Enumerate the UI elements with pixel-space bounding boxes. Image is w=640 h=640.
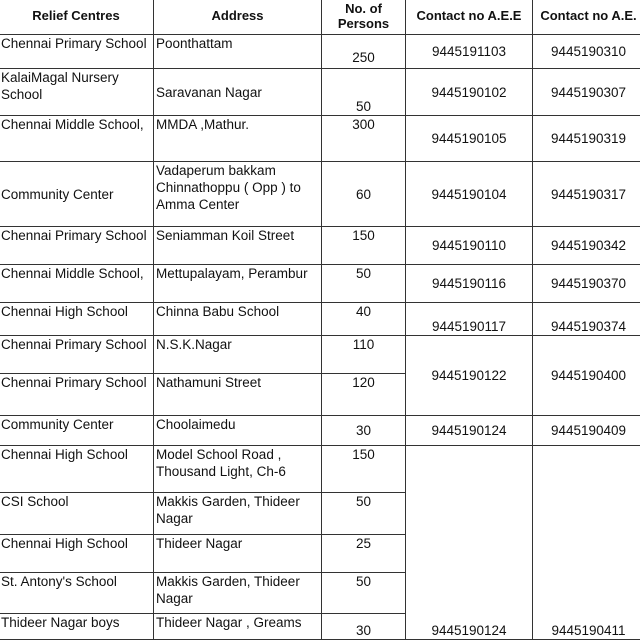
header-row — [0, 0, 640, 35]
relief-centre: Chennai Middle School, — [0, 265, 154, 303]
address: Choolaimedu — [154, 416, 322, 446]
persons-count: 25 — [322, 535, 406, 573]
contact-aee: 9445190104 — [406, 162, 533, 227]
relief-centre: Chennai Primary School — [0, 35, 154, 69]
contact-ae: 9445190317 — [533, 162, 640, 227]
contact-ae: 9445190342 — [533, 227, 640, 265]
table-row — [0, 265, 640, 303]
persons-count: 50 — [322, 69, 406, 116]
address: N.S.K.Nagar — [154, 336, 322, 374]
address: Saravanan Nagar — [154, 69, 322, 116]
contact-aee: 9445190117 — [406, 303, 533, 336]
address: Makkis Garden, Thideer Nagar — [154, 573, 322, 614]
persons-count: 50 — [322, 493, 406, 535]
relief-centre: Chennai Primary School — [0, 374, 154, 416]
address: Vadaperum bakkam Chinnathoppu ( Opp ) to Amma Center — [154, 162, 322, 227]
relief-centre: Chennai Primary School — [0, 227, 154, 265]
contact-ae: 9445190319 — [533, 116, 640, 162]
persons-count: 60 — [322, 162, 406, 227]
address: Seniamman Koil Street — [154, 227, 322, 265]
persons-count: 30 — [322, 614, 406, 640]
contact-aee: 9445190110 — [406, 227, 533, 265]
contact-aee: 9445190105 — [406, 116, 533, 162]
table-row — [0, 336, 640, 374]
table-row — [0, 69, 640, 116]
table-row — [0, 446, 640, 493]
relief-centre: Chennai High School — [0, 303, 154, 336]
table-row — [0, 35, 640, 69]
contact-aee-merged: 9445190122 — [406, 336, 533, 416]
table-row — [0, 303, 640, 336]
relief-centre: Chennai Primary School — [0, 336, 154, 374]
address: Chinna Babu School — [154, 303, 322, 336]
relief-centre: CSI School — [0, 493, 154, 535]
relief-centre: Chennai High School — [0, 535, 154, 573]
address: Poonthattam — [154, 35, 322, 69]
contact-ae: 9445190307 — [533, 69, 640, 116]
address: Mettupalayam, Perambur — [154, 265, 322, 303]
relief-centre: Chennai Middle School, — [0, 116, 154, 162]
contact-aee: 9445190124 — [406, 416, 533, 446]
table-row — [0, 227, 640, 265]
header-persons: No. of Persons — [322, 0, 406, 35]
contact-ae-merged: 9445190400 — [533, 336, 640, 416]
header-address: Address — [154, 0, 322, 35]
contact-ae-merged: 9445190411 — [533, 446, 640, 640]
contact-aee-merged: 9445190124 — [406, 446, 533, 640]
persons-count: 50 — [322, 265, 406, 303]
relief-centre: Chennai High School — [0, 446, 154, 493]
relief-centre: St. Antony's School — [0, 573, 154, 614]
table-row — [0, 116, 640, 162]
contact-aee: 9445190116 — [406, 265, 533, 303]
persons-count: 250 — [322, 35, 406, 69]
persons-count: 120 — [322, 374, 406, 416]
contact-ae: 9445190310 — [533, 35, 640, 69]
contact-aee: 9445191103 — [406, 35, 533, 69]
relief-centre: Thideer Nagar boys — [0, 614, 154, 640]
relief-centre: Community Center — [0, 162, 154, 227]
persons-count: 40 — [322, 303, 406, 336]
address: Nathamuni Street — [154, 374, 322, 416]
persons-count: 30 — [322, 416, 406, 446]
address: Model School Road , Thousand Light, Ch-6 — [154, 446, 322, 493]
address: MMDA ,Mathur. — [154, 116, 322, 162]
persons-count: 50 — [322, 573, 406, 614]
header-contact-aee: Contact no A.E.E — [406, 0, 533, 35]
persons-count: 150 — [322, 227, 406, 265]
persons-count: 300 — [322, 116, 406, 162]
persons-count: 150 — [322, 446, 406, 493]
table-row — [0, 162, 640, 227]
header-contact-ae: Contact no A.E. — [533, 0, 640, 35]
contact-ae: 9445190374 — [533, 303, 640, 336]
contact-ae: 9445190370 — [533, 265, 640, 303]
contact-ae: 9445190409 — [533, 416, 640, 446]
address: Makkis Garden, Thideer Nagar — [154, 493, 322, 535]
header-relief-centres: Relief Centres — [0, 0, 154, 35]
contact-aee: 9445190102 — [406, 69, 533, 116]
relief-centre: KalaiMagal Nursery School — [0, 69, 154, 116]
address: Thideer Nagar — [154, 535, 322, 573]
table-row — [0, 416, 640, 446]
relief-centre: Community Center — [0, 416, 154, 446]
address: Thideer Nagar , Greams — [154, 614, 322, 640]
persons-count: 110 — [322, 336, 406, 374]
